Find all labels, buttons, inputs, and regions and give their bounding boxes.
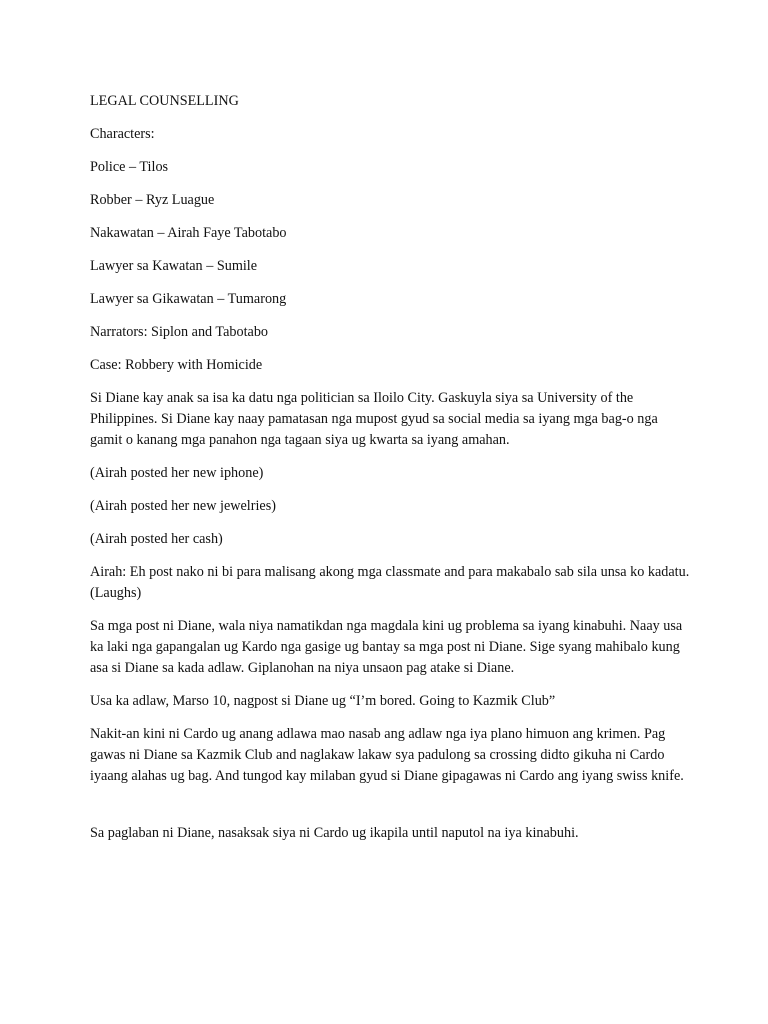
case-line: Case: Robbery with Homicide <box>90 357 263 373</box>
character-line: Lawyer sa Gikawatan – Tumarong <box>90 291 287 307</box>
character-line: Narrators: Siplon and Tabotabo <box>90 324 269 340</box>
story-paragraph: Si Diane kay anak sa isa ka datu nga politician sa Iloilo City. Gaskuyla siya sa University of the Philippines. Si Diane kay naay pamatasan nga mupost gyud sa social media sa iyang mga bag-o nga gamit o kanang mga panahon nga tagaan siya ug kwarta sa iyang amahan. <box>90 390 658 448</box>
document-page <box>90 91 690 856</box>
character-line: Lawyer sa Kawatan – Sumile <box>90 258 258 274</box>
characters-heading: Characters: <box>90 126 155 142</box>
character-line: Robber – Ryz Luague <box>90 192 215 208</box>
story-paragraph: Usa ka adlaw, Marso 10, nagpost si Diane ug “I’m bored. Going to Kazmik Club” <box>90 693 556 709</box>
stage-direction: (Airah posted her new iphone) <box>90 465 264 481</box>
stage-direction: (Airah posted her cash) <box>90 531 223 547</box>
document-title: LEGAL COUNSELLING <box>90 93 239 109</box>
character-line: Police – Tilos <box>90 159 169 175</box>
story-paragraph: Sa mga post ni Diane, wala niya namatikdan nga magdala kini ug problema sa iyang kinabuhi. Naay usa ka laki nga gapangalan ug Kardo nga gasige ug bantay sa mga post ni Diane. Sige syang mahibalo kung asa si Diane sa kada adlaw. Giplanohan na niya unsaon pag atake si Diane. <box>90 618 683 676</box>
stage-direction: (Airah posted her new jewelries) <box>90 498 276 514</box>
story-paragraph: Sa paglaban ni Diane, nasaksak siya ni Cardo ug ikapila until naputol na iya kinabuhi. <box>90 825 579 841</box>
story-paragraph: Nakit-an kini ni Cardo ug anang adlawa mao nasab ang adlaw nga iya plano himuon ang krimen. Pag gawas ni Diane sa Kazmik Club and naglakaw lakaw sya padulong sa crossing didto gikuha ni Cardo iyaang alahas ug bag. And tungod kay milaban gyud si Diane gipagawas ni Cardo ang iyang swiss knife. <box>90 726 684 784</box>
character-line: Nakawatan – Airah Faye Tabotabo <box>90 225 287 241</box>
dialogue-line: Airah: Eh post nako ni bi para malisang akong mga classmate and para makabalo sab sila unsa ko kadatu. (Laughs) <box>90 564 690 601</box>
